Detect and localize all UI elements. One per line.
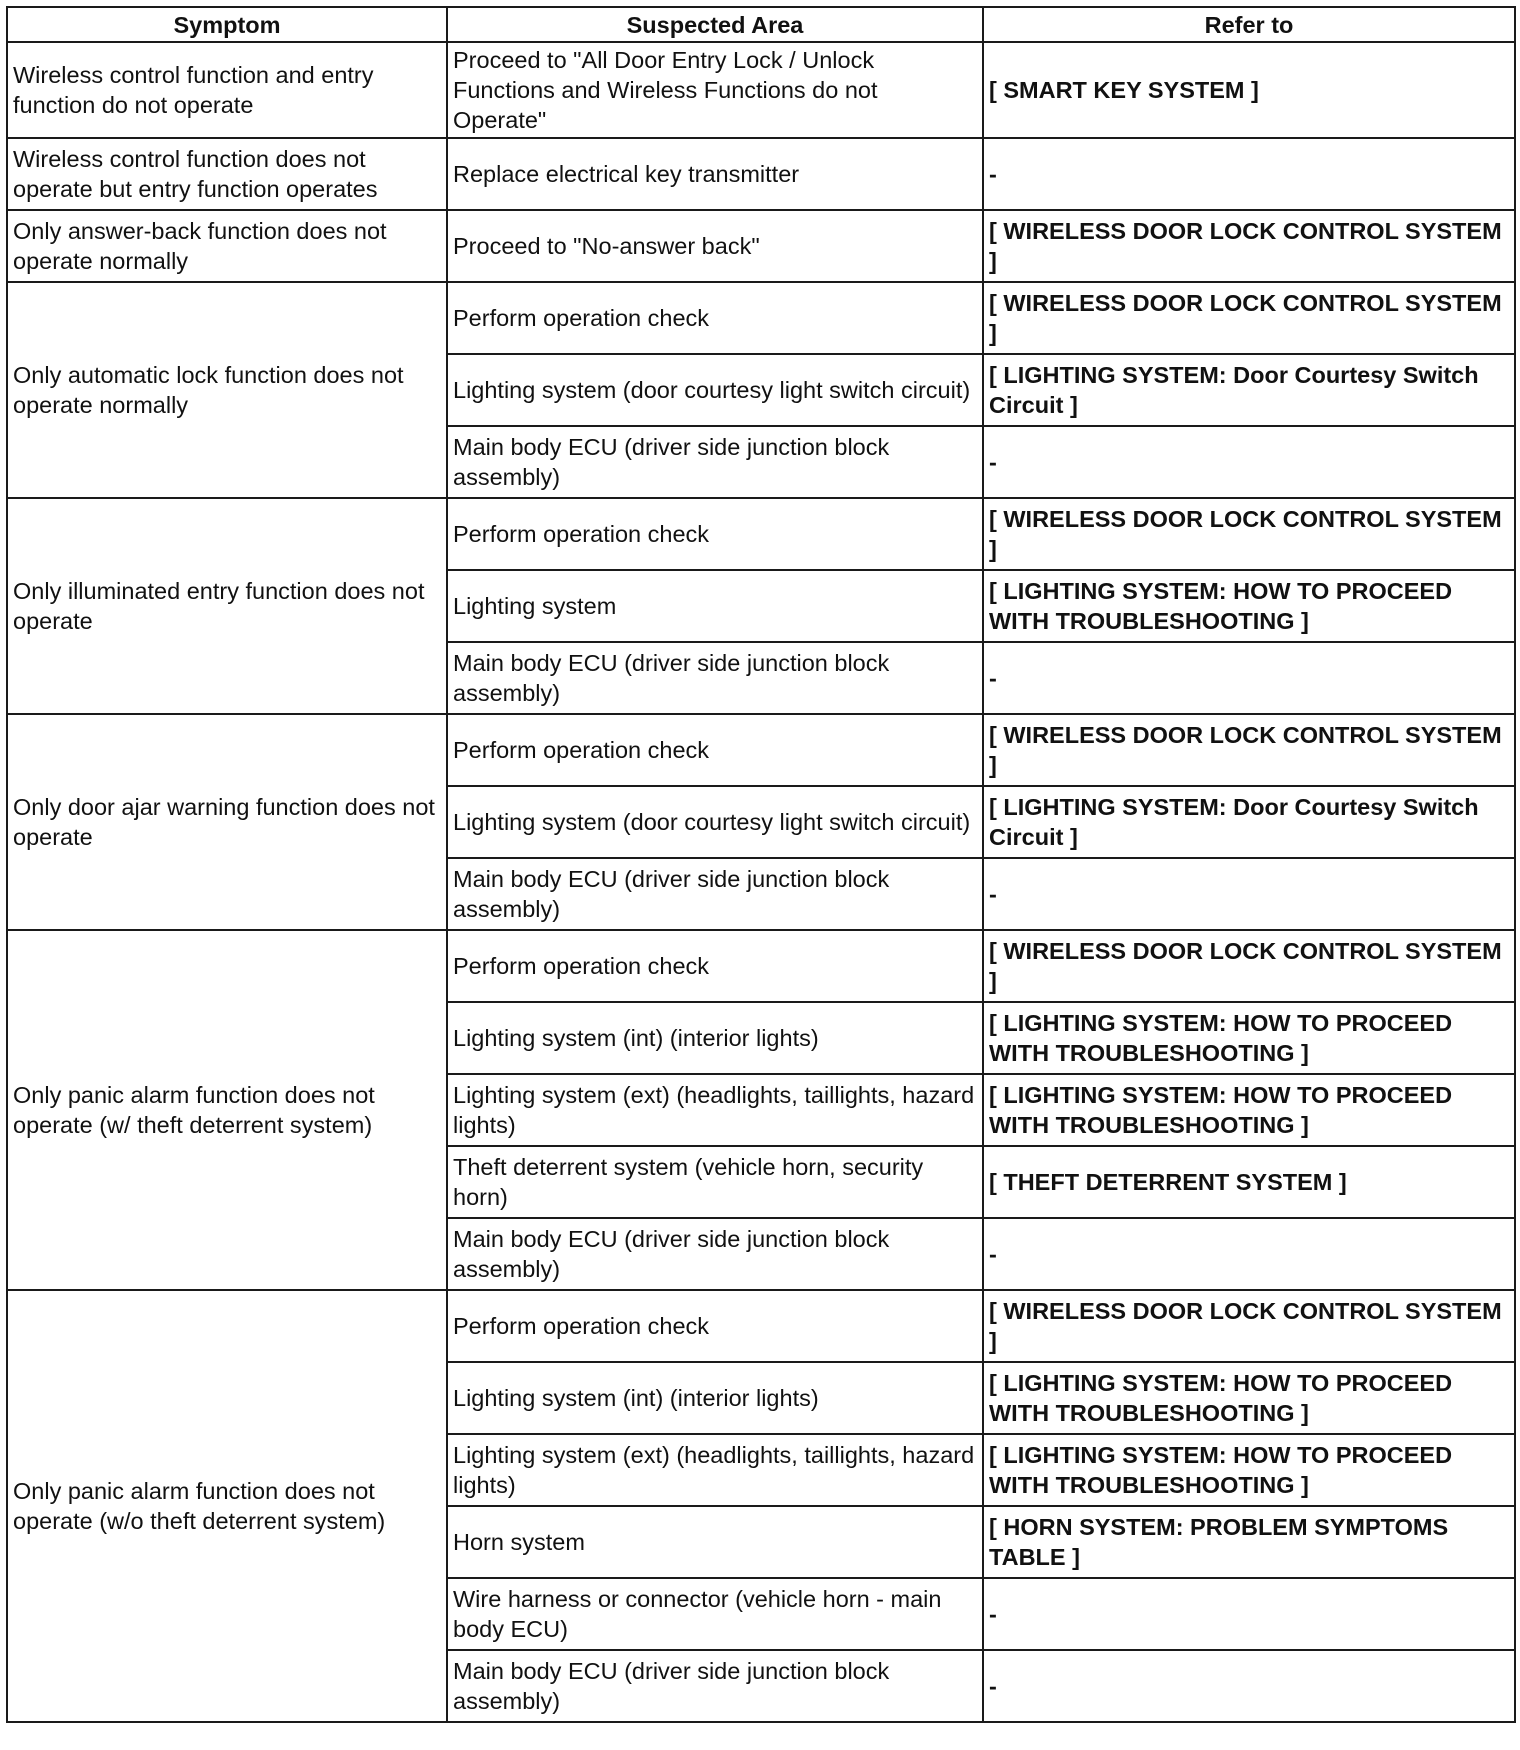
table-row xyxy=(7,282,1515,354)
suspected-area-cell: Perform operation check xyxy=(447,714,983,786)
refer-to-cell: [ LIGHTING SYSTEM: HOW TO PROCEED WITH TROUBLESHOOTING ] xyxy=(983,1362,1515,1434)
table-header-row xyxy=(7,7,1515,42)
refer-to-cell: [ WIRELESS DOOR LOCK CONTROL SYSTEM ] xyxy=(983,498,1515,570)
suspected-area-cell: Perform operation check xyxy=(447,498,983,570)
refer-to-cell: [ LIGHTING SYSTEM: Door Courtesy Switch Circuit ] xyxy=(983,786,1515,858)
symptom-cell: Only answer-back function does not operate normally xyxy=(7,210,447,282)
refer-to-cell: [ LIGHTING SYSTEM: HOW TO PROCEED WITH TROUBLESHOOTING ] xyxy=(983,1434,1515,1506)
suspected-area-cell: Theft deterrent system (vehicle horn, security horn) xyxy=(447,1146,983,1218)
refer-to-cell: [ LIGHTING SYSTEM: HOW TO PROCEED WITH TROUBLESHOOTING ] xyxy=(983,570,1515,642)
suspected-area-cell: Proceed to "No-answer back" xyxy=(447,210,983,282)
suspected-area-cell: Lighting system (door courtesy light switch circuit) xyxy=(447,786,983,858)
refer-to-cell: [ LIGHTING SYSTEM: HOW TO PROCEED WITH TROUBLESHOOTING ] xyxy=(983,1074,1515,1146)
suspected-area-cell: Lighting system (ext) (headlights, taillights, hazard lights) xyxy=(447,1074,983,1146)
symptom-cell: Only panic alarm function does not operate (w/o theft deterrent system) xyxy=(7,1290,447,1722)
refer-to-cell: - xyxy=(983,1218,1515,1290)
refer-to-cell: [ THEFT DETERRENT SYSTEM ] xyxy=(983,1146,1515,1218)
suspected-area-cell: Main body ECU (driver side junction block assembly) xyxy=(447,1650,983,1722)
suspected-area-cell: Lighting system (int) (interior lights) xyxy=(447,1002,983,1074)
header-refer-to: Refer to xyxy=(983,7,1515,42)
header-suspected-area: Suspected Area xyxy=(447,7,983,42)
refer-to-cell: [ WIRELESS DOOR LOCK CONTROL SYSTEM ] xyxy=(983,714,1515,786)
symptom-cell: Only illuminated entry function does not operate xyxy=(7,498,447,714)
refer-to-cell: - xyxy=(983,138,1515,210)
suspected-area-cell: Main body ECU (driver side junction block assembly) xyxy=(447,426,983,498)
refer-to-cell: [ WIRELESS DOOR LOCK CONTROL SYSTEM ] xyxy=(983,282,1515,354)
table-row xyxy=(7,210,1515,282)
refer-to-cell: [ LIGHTING SYSTEM: Door Courtesy Switch Circuit ] xyxy=(983,354,1515,426)
suspected-area-cell: Replace electrical key transmitter xyxy=(447,138,983,210)
suspected-area-cell: Proceed to "All Door Entry Lock / Unlock Functions and Wireless Functions do not Operate" xyxy=(447,42,983,138)
refer-to-cell: - xyxy=(983,642,1515,714)
table-row xyxy=(7,1290,1515,1362)
refer-to-cell: [ LIGHTING SYSTEM: HOW TO PROCEED WITH TROUBLESHOOTING ] xyxy=(983,1002,1515,1074)
table-row xyxy=(7,138,1515,210)
problem-symptoms-table xyxy=(6,6,1516,1723)
suspected-area-cell: Perform operation check xyxy=(447,1290,983,1362)
suspected-area-cell: Perform operation check xyxy=(447,282,983,354)
refer-to-cell: [ HORN SYSTEM: PROBLEM SYMPTOMS TABLE ] xyxy=(983,1506,1515,1578)
symptom-cell: Only panic alarm function does not operate (w/ theft deterrent system) xyxy=(7,930,447,1290)
refer-to-cell: [ WIRELESS DOOR LOCK CONTROL SYSTEM ] xyxy=(983,210,1515,282)
refer-to-cell: - xyxy=(983,858,1515,930)
refer-to-cell: [ WIRELESS DOOR LOCK CONTROL SYSTEM ] xyxy=(983,930,1515,1002)
refer-to-cell: - xyxy=(983,426,1515,498)
header-symptom: Symptom xyxy=(7,7,447,42)
suspected-area-cell: Lighting system (int) (interior lights) xyxy=(447,1362,983,1434)
refer-to-cell: [ SMART KEY SYSTEM ] xyxy=(983,42,1515,138)
problem-symptoms-table-container xyxy=(6,6,1514,1723)
suspected-area-cell: Lighting system (ext) (headlights, taillights, hazard lights) xyxy=(447,1434,983,1506)
suspected-area-cell: Lighting system xyxy=(447,570,983,642)
refer-to-cell: - xyxy=(983,1650,1515,1722)
suspected-area-cell: Main body ECU (driver side junction block assembly) xyxy=(447,642,983,714)
suspected-area-cell: Main body ECU (driver side junction block assembly) xyxy=(447,858,983,930)
table-row xyxy=(7,42,1515,138)
symptom-cell: Only automatic lock function does not operate normally xyxy=(7,282,447,498)
table-row xyxy=(7,498,1515,570)
refer-to-cell: [ WIRELESS DOOR LOCK CONTROL SYSTEM ] xyxy=(983,1290,1515,1362)
suspected-area-cell: Main body ECU (driver side junction block assembly) xyxy=(447,1218,983,1290)
symptom-cell: Wireless control function and entry function do not operate xyxy=(7,42,447,138)
suspected-area-cell: Horn system xyxy=(447,1506,983,1578)
symptom-cell: Wireless control function does not operate but entry function operates xyxy=(7,138,447,210)
suspected-area-cell: Perform operation check xyxy=(447,930,983,1002)
suspected-area-cell: Lighting system (door courtesy light switch circuit) xyxy=(447,354,983,426)
table-row xyxy=(7,714,1515,786)
suspected-area-cell: Wire harness or connector (vehicle horn - main body ECU) xyxy=(447,1578,983,1650)
refer-to-cell: - xyxy=(983,1578,1515,1650)
table-row xyxy=(7,930,1515,1002)
symptom-cell: Only door ajar warning function does not operate xyxy=(7,714,447,930)
